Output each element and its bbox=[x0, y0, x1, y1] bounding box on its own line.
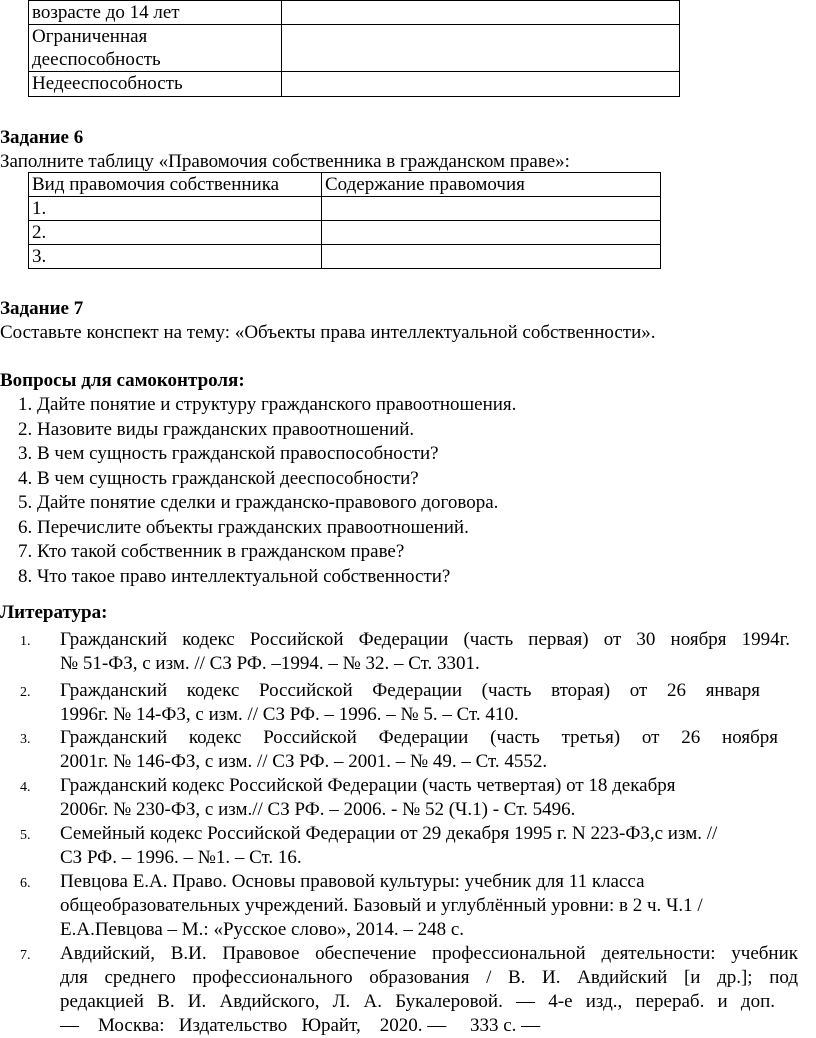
table-row bbox=[29, 245, 661, 269]
literature-title: Литература: bbox=[0, 602, 108, 623]
table-cell bbox=[282, 1, 680, 25]
text-line: СЗ РФ. – 1996. – №1. – Ст. 16. bbox=[60, 847, 302, 868]
list-item-number: 2. bbox=[20, 685, 31, 700]
table-cell bbox=[282, 25, 680, 72]
table-cell bbox=[282, 72, 680, 97]
list-item-text bbox=[60, 628, 790, 676]
task7-title: Задание 7 bbox=[0, 298, 84, 319]
text-line: Гражданский кодекс Российской Федерации (часть третья) от 26 ноября bbox=[60, 727, 778, 748]
list-item-text bbox=[60, 942, 798, 1038]
text-line: Е.А.Певцова – М.: «Русское слово», 2014. – 248 с. bbox=[60, 919, 465, 940]
list-item-number: 7. bbox=[20, 948, 31, 963]
list-item: 3. В чем сущность гражданской правоспособности? bbox=[18, 443, 439, 464]
list-item-text bbox=[60, 726, 778, 774]
text-line: № 51-ФЗ, с изм. // СЗ РФ. –1994. – № 32. – Ст. 3301. bbox=[60, 653, 480, 674]
table-row bbox=[29, 1, 680, 25]
list-item-text bbox=[60, 679, 760, 727]
text-line: редакцией В. И. Авдийского, Л. А. Букалеровой. — 4-е изд., перераб. и доп. bbox=[60, 991, 775, 1012]
list-item-number: 6. bbox=[20, 876, 31, 891]
list-item: 6. Перечислите объекты гражданских правоотношений. bbox=[18, 516, 469, 538]
text-line: Семейный кодекс Российской Федерации от 29 декабря 1995 г. N 223-ФЗ,с изм. // bbox=[60, 823, 718, 844]
text-line: 1996г. № 14-ФЗ, с изм. // СЗ РФ. – 1996. – № 5. – Ст. 410. bbox=[60, 704, 519, 725]
top-table bbox=[28, 0, 680, 97]
task6-table bbox=[28, 172, 661, 269]
list-item: 2. Назовите виды гражданских правоотношений. bbox=[18, 418, 415, 440]
text-line: для среднего профессионального образования / В. И. Авдийский [и др.]; под bbox=[60, 967, 798, 988]
list-item-text bbox=[60, 774, 790, 822]
table-header-cell: Содержание правомочия bbox=[322, 173, 661, 197]
questions-title: Вопросы для самоконтроля: bbox=[0, 370, 245, 391]
table-cell: Недееспособность bbox=[29, 72, 282, 97]
text-line: Гражданский кодекс Российской Федерации (часть вторая) от 26 января bbox=[60, 680, 760, 701]
list-item: 4. В чем сущность гражданской дееспособности? bbox=[18, 467, 419, 489]
list-item-number: 3. bbox=[20, 732, 31, 747]
table-header-row bbox=[29, 173, 661, 197]
list-item-text bbox=[60, 870, 790, 942]
table-cell: возрасте до 14 лет bbox=[29, 1, 282, 25]
text-line: общеобразовательных учреждений. Базовый и углублённый уровни: в 2 ч. Ч.1 / bbox=[60, 895, 703, 916]
table-row bbox=[29, 221, 661, 245]
list-item: 1. Дайте понятие и структуру гражданского правоотношения. bbox=[18, 394, 517, 415]
task6-text: Заполните таблицу «Правомочия собственника в гражданском праве»: bbox=[0, 151, 570, 172]
table-row bbox=[29, 25, 680, 72]
text-line: Гражданский кодекс Российской Федерации (часть первая) от 30 ноября 1994г. bbox=[60, 629, 790, 650]
list-item-text bbox=[60, 822, 790, 870]
text-line: 2001г. № 146-ФЗ, с изм. // СЗ РФ. – 2001. – № 49. – Ст. 4552. bbox=[60, 751, 548, 772]
list-item-number: 1. bbox=[20, 634, 31, 649]
text-line: 2006г. № 230-ФЗ, с изм.// СЗ РФ. – 2006. - № 52 (Ч.1) - Ст. 5496. bbox=[60, 799, 576, 820]
table-row bbox=[29, 197, 661, 221]
task7-text: Составьте конспект на тему: «Объекты права интеллектуальной собственности». bbox=[0, 322, 656, 343]
list-item: 5. Дайте понятие сделки и гражданско-правового договора. bbox=[18, 492, 499, 513]
table-cell: Ограниченная дееспособность bbox=[29, 25, 282, 72]
table-row bbox=[29, 72, 680, 97]
text-line: Гражданский кодекс Российской Федерации (часть четвертая) от 18 декабря bbox=[60, 775, 676, 796]
table-cell bbox=[322, 197, 661, 221]
list-item-number: 5. bbox=[20, 828, 31, 843]
table-cell: 2. bbox=[29, 221, 322, 245]
list-item-number: 4. bbox=[20, 780, 31, 795]
text-line: Певцова Е.А. Право. Основы правовой культуры: учебник для 11 класса bbox=[60, 871, 645, 892]
table-cell bbox=[322, 245, 661, 269]
task6-title: Задание 6 bbox=[0, 127, 84, 148]
text-line: — Москва: Издательство Юрайт, 2020. — 333 с. — bbox=[60, 1015, 541, 1036]
text-line: Авдийский, В.И. Правовое обеспечение профессиональной деятельности: учебник bbox=[60, 943, 798, 964]
list-item: 7. Кто такой собственник в гражданском праве? bbox=[18, 541, 405, 562]
questions-list bbox=[18, 393, 516, 589]
list-item: 8. Что такое право интеллектуальной собственности? bbox=[18, 565, 451, 587]
table-header-cell: Вид правомочия собственника bbox=[29, 173, 322, 197]
table-cell: 3. bbox=[29, 245, 322, 269]
table-cell bbox=[322, 221, 661, 245]
table-cell: 1. bbox=[29, 197, 322, 221]
